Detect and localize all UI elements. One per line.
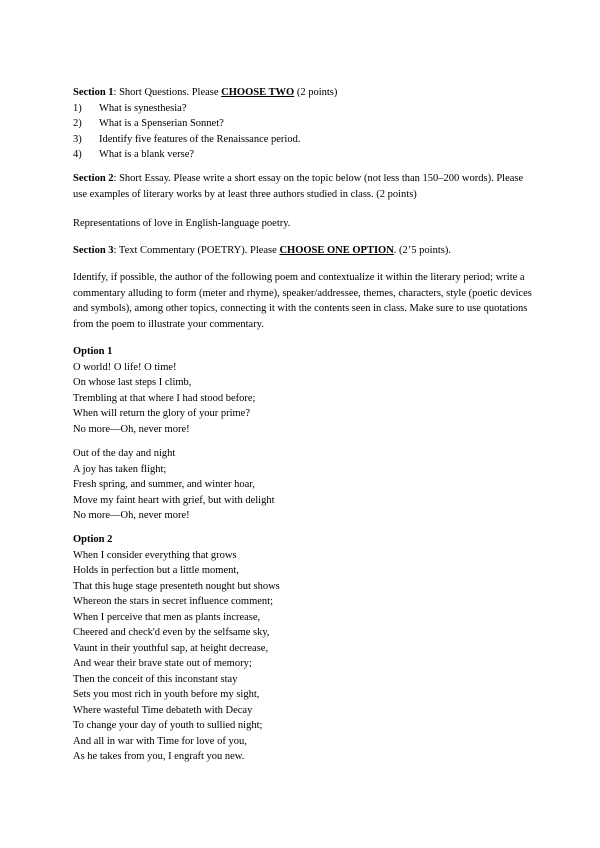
commentary-instructions: Identify, if possible, the author of the following poem and contextualize it within the literary period; write a commentary alluding to form (meter and rhyme), speaker/addressee, themes, characters, style (poetic devices and symbols), among other topics, connecting it with the contents seen in class. Make sure to use quotations from the poem to illustrate your commentary. [73,272,532,330]
section-2 [73,171,533,202]
option-1-title: Option 1 [73,346,113,357]
poem-line: No more—Oh, never more! [73,423,190,435]
option-2-title: Option 2 [73,534,113,545]
poem-line: Trembling at that where I had stood before; [73,392,256,404]
section-3-heading: Section 3: Text Commentary (POETRY). Please CHOOSE ONE OPTION. (2’5 points). [73,245,451,256]
poem-line: Where wasteful Time debateth with Decay [73,704,253,716]
poem-line: When I consider everything that grows [73,549,237,561]
section-1 [73,85,533,163]
poem-line: Sets you most rich in youth before my sight, [73,689,260,700]
poem-line: Whereon the stars in secret influence comment; [73,596,274,607]
poem-line: Move my faint heart with grief, but with delight [73,494,275,506]
section-1-heading: Section 1: Short Questions. Please CHOOSE TWO (2 points) [73,87,338,98]
poem-line: And all in war with Time for love of you, [73,735,247,747]
option-1 [73,344,533,437]
option-1-stanza-2 [73,446,533,524]
poem-line: As he takes from you, I engraft you new. [73,751,245,762]
poem-line: Holds in perfection but a little moment, [73,565,239,576]
poem-line: Cheered and check'd even by the selfsame sky, [73,627,270,638]
poem-line: O world! O life! O time! [73,361,177,373]
question-list [73,101,533,163]
poem-line: No more—Oh, never more! [73,510,190,521]
list-item: 1) What is synesthesia? [73,102,187,114]
list-item: 2) What is a Spenserian Sonnet? [73,118,224,129]
choose-one-emphasis: CHOOSE ONE OPTION [279,245,394,256]
section-3 [73,243,533,259]
poem-line: On whose last steps I climb, [73,377,192,388]
option-2-sonnet [73,548,533,765]
option-1-stanza-1 [73,360,533,438]
list-item: 4) What is a blank verse? [73,149,195,160]
poem-line: To change your day of youth to sullied night; [73,720,263,731]
choose-two-emphasis: CHOOSE TWO [221,87,295,98]
poem-line: Fresh spring, and summer, and winter hoar, [73,479,255,490]
section-2-label: Section 2 [73,173,114,184]
poem-line: Out of the day and night [73,448,176,459]
poem-line: Then the conceit of this inconstant stay [73,673,238,685]
list-item: 3) Identify five features of the Renaissance period. [73,133,301,145]
poem-line: A joy has taken flight; [73,463,167,475]
poem-line: That this huge stage presenteth nought but shows [73,580,280,592]
section-3-label: Section 3 [73,245,114,256]
essay-topic: Representations of love in English-language poetry. [73,218,291,229]
section-2-text: Section 2: Short Essay. Please write a short essay on the topic below (not less than 150–200 words). Please use examples of literary works by at least three authors studied in class. (2 points) [73,173,524,200]
poem-line: When I perceive that men as plants increase, [73,611,261,623]
poem-line: And wear their brave state out of memory; [73,658,252,669]
section-1-label: Section 1 [73,87,114,98]
poem-line: When will return the glory of your prime? [73,408,250,419]
poem-line: Vaunt in their youthful sap, at height decrease, [73,642,269,654]
option-2 [73,532,533,765]
